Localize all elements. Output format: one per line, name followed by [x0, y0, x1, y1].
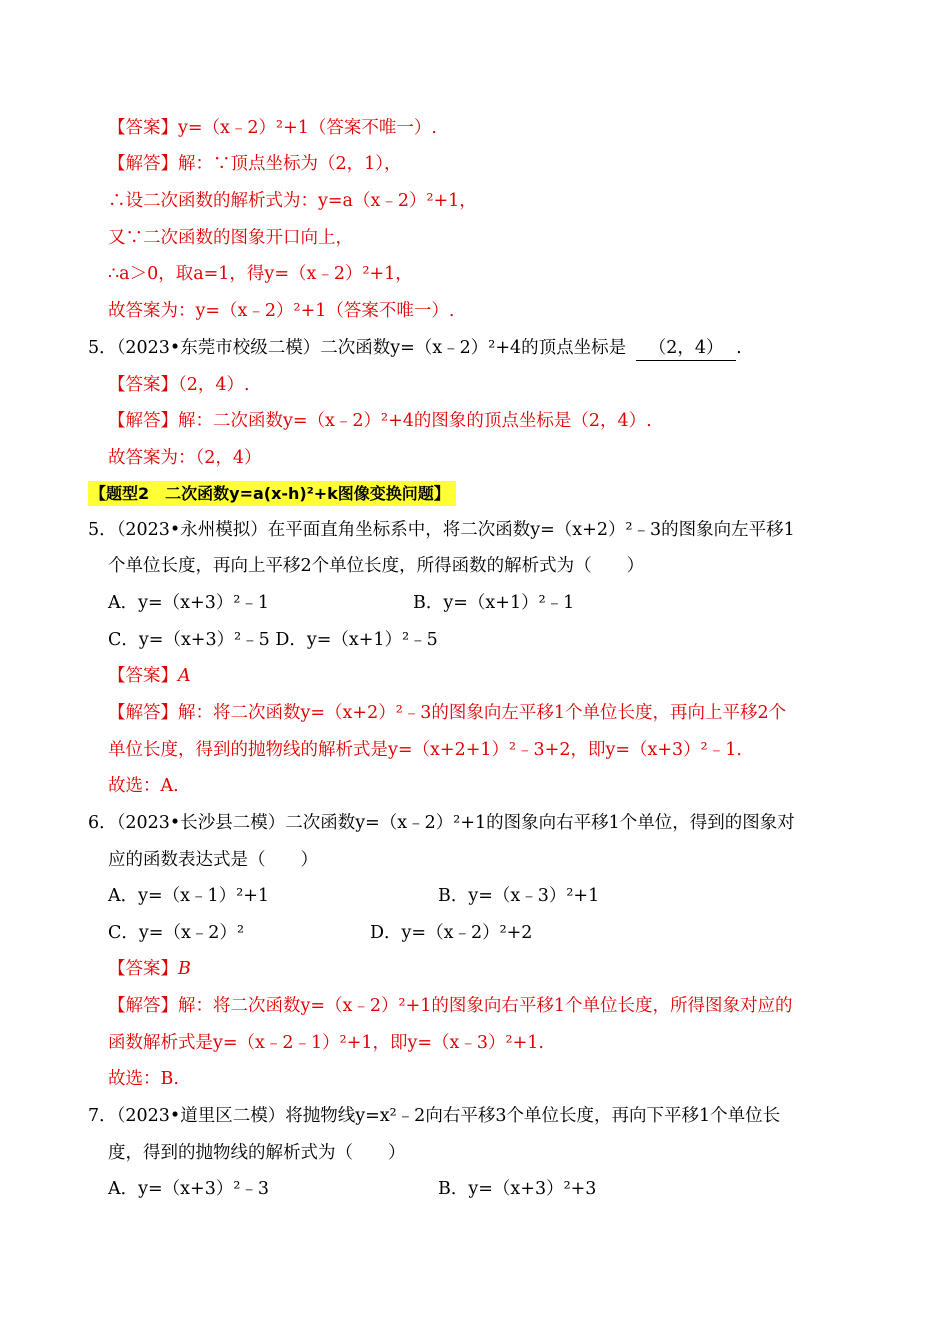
- solution-text: 解：将二次函数y=（x﹣2）²+1的图象向右平移1个单位长度，所得图象对应的: [178, 996, 793, 1016]
- solution-label: 【解答】: [108, 996, 178, 1016]
- question-number: 7．: [88, 1106, 117, 1126]
- option-b: B．y=（x+1）²﹣1: [413, 593, 575, 613]
- question-number: 5．: [88, 520, 117, 540]
- option-c-d: C．y=（x+3）²﹣5 D．y=（x+1）²﹣5: [108, 630, 438, 650]
- answer-text: y=（x﹣2）²+1（答案不唯一）.: [178, 118, 437, 138]
- solution-label: 【解答】: [108, 154, 178, 174]
- solution-text: 解：将二次函数y=（x+2）²﹣3的图象向左平移1个单位长度，再向上平移2个: [178, 703, 787, 723]
- solution-line: 又∵二次函数的图象开口向上，: [108, 228, 353, 248]
- solution-line: [108, 152, 402, 176]
- question-5b-stem: [88, 518, 795, 542]
- solution-label: 【解答】: [108, 411, 178, 431]
- solution-label: 【解答】: [108, 703, 178, 723]
- solution-line: [108, 701, 786, 725]
- question-text: （2023•东莞市校级二模）二次函数y=（x﹣2）²+4的顶点坐标是: [116, 338, 627, 358]
- solution-text: 解：∵顶点坐标为（2，1），: [178, 154, 402, 174]
- option-d: D．y=（x﹣2）²+2: [370, 923, 533, 943]
- answer-text: B: [178, 959, 191, 979]
- answer-text: （2，4）.: [178, 375, 250, 395]
- option-a: A．y=（x﹣1）²+1: [108, 886, 270, 906]
- question-text-cont: 个单位长度，再向上平移2个单位长度，所得函数的解析式为（ ）: [108, 556, 645, 576]
- answer-line: [108, 957, 191, 981]
- answer-label: 【答案】: [108, 118, 178, 138]
- question-text: （2023•长沙县二模）二次函数y=（x﹣2）²+1的图象向右平移1个单位，得到的图象对: [116, 813, 795, 833]
- question-5a-stem: [88, 336, 742, 361]
- answer-line: [108, 116, 437, 140]
- solution-text: 解：二次函数y=（x﹣2）²+4的图象的顶点坐标是（2，4）.: [178, 411, 652, 431]
- conclusion-line: 故选：B.: [108, 1069, 179, 1089]
- question-text-cont: 度，得到的抛物线的解析式为（ ）: [108, 1143, 406, 1163]
- solution-line: ∴设二次函数的解析式为：y=a（x﹣2）²+1，: [108, 191, 477, 211]
- question-end: .: [736, 338, 742, 358]
- answer-label: 【答案】: [108, 375, 178, 395]
- option-b: B．y=（x+3）²+3: [438, 1179, 597, 1199]
- solution-line: 函数解析式是y=（x﹣2﹣1）²+1，即y=（x﹣3）²+1.: [108, 1033, 544, 1053]
- answer-line: [108, 664, 191, 688]
- answer-label: 【答案】: [108, 959, 178, 979]
- answer-text: A: [178, 666, 191, 686]
- question-text-cont: 应的函数表达式是（ ）: [108, 850, 318, 870]
- answer-label: 【答案】: [108, 666, 178, 686]
- solution-line: 单位长度，得到的抛物线的解析式是y=（x+2+1）²﹣3+2，即y=（x+3）²﹣1.: [108, 740, 742, 760]
- solution-line: 故答案为：y=（x﹣2）²+1（答案不唯一）.: [108, 301, 455, 321]
- solution-line: [108, 409, 652, 433]
- question-number: 6．: [88, 813, 117, 833]
- question-number: 5．: [88, 338, 117, 358]
- question-text: （2023•道里区二模）将抛物线y=x²﹣2向右平移3个单位长度，再向下平移1个单位长: [116, 1106, 781, 1126]
- section-title: 【题型2 二次函数y=a(x-h)²+k图像变换问题】: [88, 481, 456, 506]
- option-a: A．y=（x+3）²﹣3: [108, 1179, 270, 1199]
- solution-line: [108, 994, 793, 1018]
- option-b: B．y=（x﹣3）²+1: [438, 886, 600, 906]
- question-text: （2023•永州模拟）在平面直角坐标系中，将二次函数y=（x+2）²﹣3的图象向左平移1: [116, 520, 795, 540]
- question-6-stem: [88, 811, 795, 835]
- option-a: A．y=（x+3）²﹣1: [108, 593, 270, 613]
- solution-line: ∴a＞0，取a=1，得y=（x﹣2）²+1，: [108, 264, 413, 284]
- option-c: C．y=（x﹣2）²: [108, 923, 244, 943]
- question-7-stem: [88, 1104, 780, 1128]
- conclusion-line: 故答案为：（2，4）: [108, 448, 262, 468]
- conclusion-line: 故选：A.: [108, 776, 179, 796]
- answer-blank: （2，4）: [636, 336, 736, 361]
- answer-line: [108, 373, 250, 397]
